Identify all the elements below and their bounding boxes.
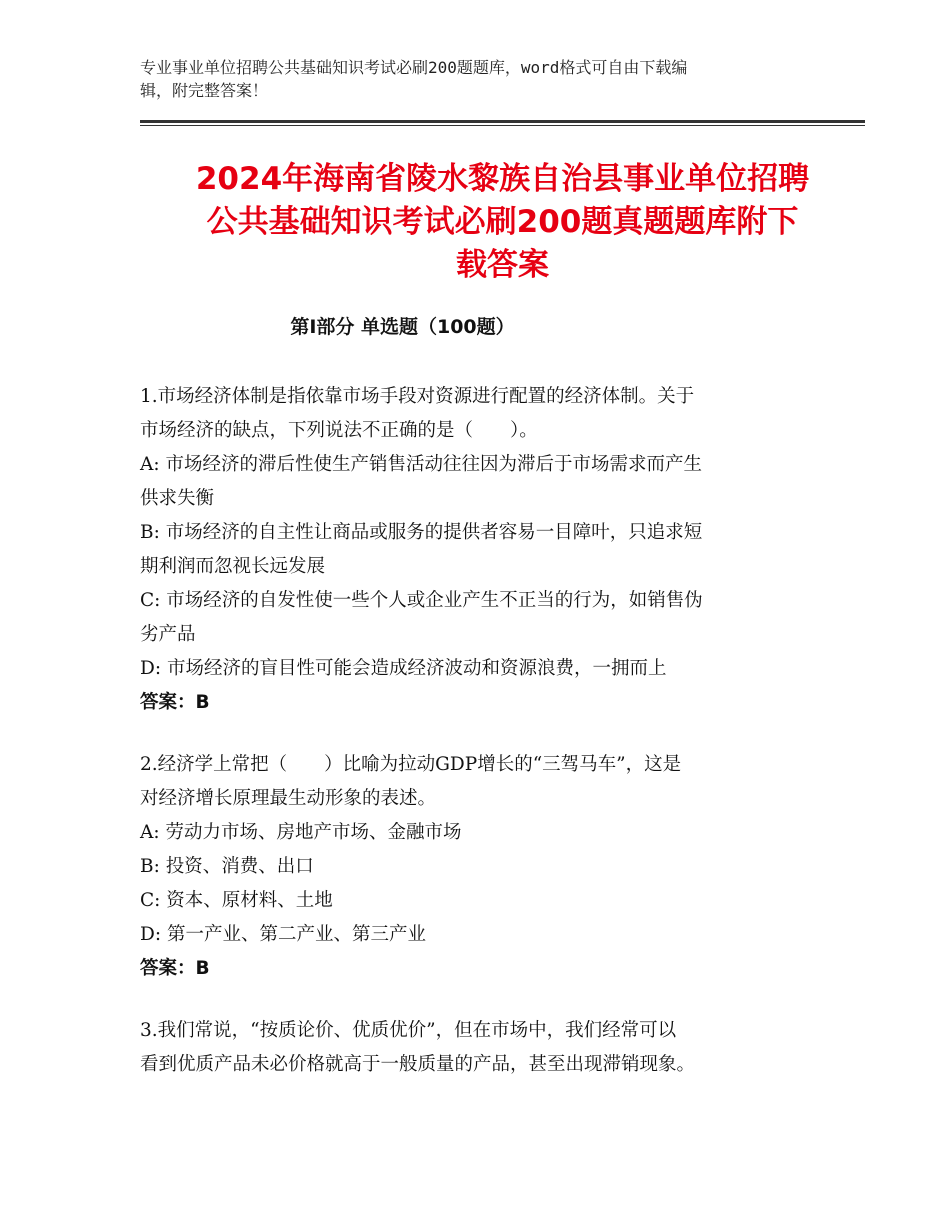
question-stem-line: 3.我们常说，“按质论价、优质优价”，但在市场中，我们经常可以 xyxy=(140,1020,677,1041)
option-b: B: 市场经济的自主性让商品或服务的提供者容易一目障叶，只追求短 xyxy=(140,522,703,543)
option-c: C: 市场经济的自发性使一些个人或企业产生不正当的行为，如销售伪 xyxy=(140,590,703,611)
header-note-line: 辑，附完整答案！ xyxy=(140,81,269,100)
option-c-continued: 劣产品 xyxy=(140,624,196,645)
header-divider-thin xyxy=(140,125,865,126)
header-divider xyxy=(140,120,865,127)
question-2 xyxy=(140,748,810,986)
question-3 xyxy=(140,1014,810,1082)
page-title-line: 载答案 xyxy=(456,247,549,283)
answer-label: 答案：B xyxy=(140,958,210,979)
option-b-continued: 期利润而忽视长远发展 xyxy=(140,556,326,577)
section-heading: 第Ⅰ部分 单选题（100题） xyxy=(290,316,515,338)
question-stem-line: 2.经济学上常把（ ）比喻为拉动GDP增长的“三驾马车”，这是 xyxy=(140,754,682,775)
page-title xyxy=(140,158,865,287)
header-note-line: 专业事业单位招聘公共基础知识考试必刷200题题库，word格式可自由下载编 xyxy=(140,58,688,77)
question-stem-line: 1.市场经济体制是指依靠市场手段对资源进行配置的经济体制。关于 xyxy=(140,386,695,407)
page-title-line: 2024年海南省陵水黎族自治县事业单位招聘 xyxy=(195,161,810,197)
question-stem-line: 对经济增长原理最生动形象的表述。 xyxy=(140,788,437,809)
header-note xyxy=(140,56,780,102)
question-stem-line: 看到优质产品未必价格就高于一般质量的产品，甚至出现滞销现象。 xyxy=(140,1054,696,1075)
question-list xyxy=(140,380,810,1110)
page-title-line: 公共基础知识考试必刷200题真题题库附下 xyxy=(206,204,799,240)
option-a-continued: 供求失衡 xyxy=(140,488,215,509)
option-c: C: 资本、原材料、土地 xyxy=(140,890,333,911)
header-divider-thick xyxy=(140,120,865,123)
option-d: D: 第一产业、第二产业、第三产业 xyxy=(140,924,426,945)
option-d: D: 市场经济的盲目性可能会造成经济波动和资源浪费，一拥而上 xyxy=(140,658,667,679)
option-a: A: 劳动力市场、房地产市场、金融市场 xyxy=(140,822,462,843)
question-1 xyxy=(140,380,810,720)
option-a: A: 市场经济的滞后性使生产销售活动往往因为滞后于市场需求而产生 xyxy=(140,454,702,475)
answer-label: 答案：B xyxy=(140,692,210,713)
question-stem-line: 市场经济的缺点，下列说法不正确的是（ ）。 xyxy=(140,420,538,441)
option-b: B: 投资、消费、出口 xyxy=(140,856,314,877)
